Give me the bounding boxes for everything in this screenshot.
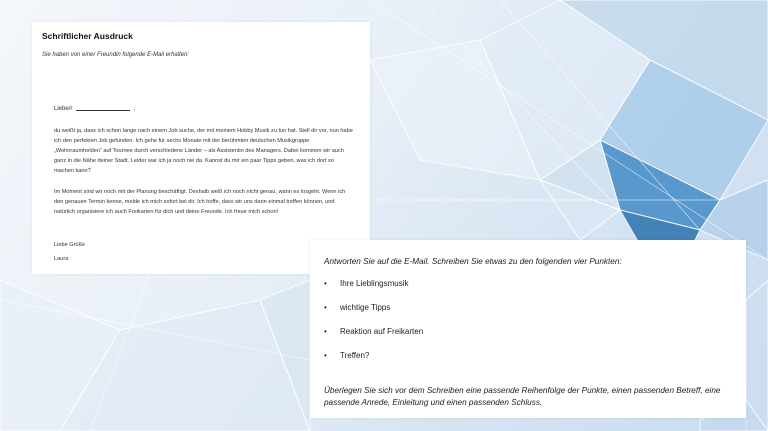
letter-card [32, 22, 370, 274]
task-outro: Überlegen Sie sich vor dem Schreiben eine passende Reihenfolge der Punkte, einen passenden Betreff, eine passende Anrede, Einleitung und einen passenden Schluss. [324, 386, 721, 407]
task-card [310, 240, 746, 418]
name-blank [76, 110, 130, 111]
signature: Laura [54, 256, 69, 262]
bullet: • [324, 327, 327, 336]
bullet: • [324, 303, 327, 312]
salutation-suffix: , [133, 106, 136, 112]
email-paragraph-1: du weißt ja, dass ich schon lange nach einem Job suche, der mit meinem Hobby Musik zu tun hat. Stell dir vor, nun habe ich den perfekten Job gefunden. Ich gehe für sechs Monate mit der berühmten deutschen Musikgruppe „Wohnraumhelden“ auf Tournee durch verschiedene Länder – als Assistentin des Managers. Dabei kommen wir auch ganz in die Nähe deiner Stadt. Leider war ich ja noch nie da. Kannst du mir ein paar Tipps geben, was ich dort so machen kann? [54, 128, 353, 174]
point-label: Treffen? [340, 351, 370, 360]
section-title: Schriftlicher Ausdruck [42, 31, 133, 41]
task-points-list [324, 279, 423, 375]
list-item [324, 351, 423, 375]
list-item [324, 327, 423, 351]
salutation [54, 106, 135, 112]
point-label: Reaktion auf Freikarten [340, 327, 424, 336]
point-label: Ihre Lieblingsmusik [340, 279, 409, 288]
list-item [324, 303, 423, 327]
point-label: wichtige Tipps [340, 303, 391, 312]
letter-intro: Sie haben von einer Freundin folgende E-Mail erhalten: [42, 52, 190, 58]
closing: Liebe Grüße [54, 242, 86, 248]
salutation-prefix: Liebe/r [54, 106, 73, 112]
bullet: • [324, 351, 327, 360]
bullet: • [324, 279, 327, 288]
email-paragraph-2: Im Moment sind wir noch mit der Planung beschäftigt. Deshalb weiß ich noch nicht genau, wann es losgeht. Wenn ich den genauen Termin kenne, melde ich mich sofort bei dir. Ich hoffe, dass wir uns dann einmal treffen können, und natürlich organisiere ich auch Freikarten für dich und deine Freunde. Ich freue mich schon! [54, 189, 346, 215]
list-item [324, 279, 423, 303]
task-intro: Antworten Sie auf die E-Mail. Schreiben Sie etwas zu den folgenden vier Punkten: [324, 257, 622, 266]
